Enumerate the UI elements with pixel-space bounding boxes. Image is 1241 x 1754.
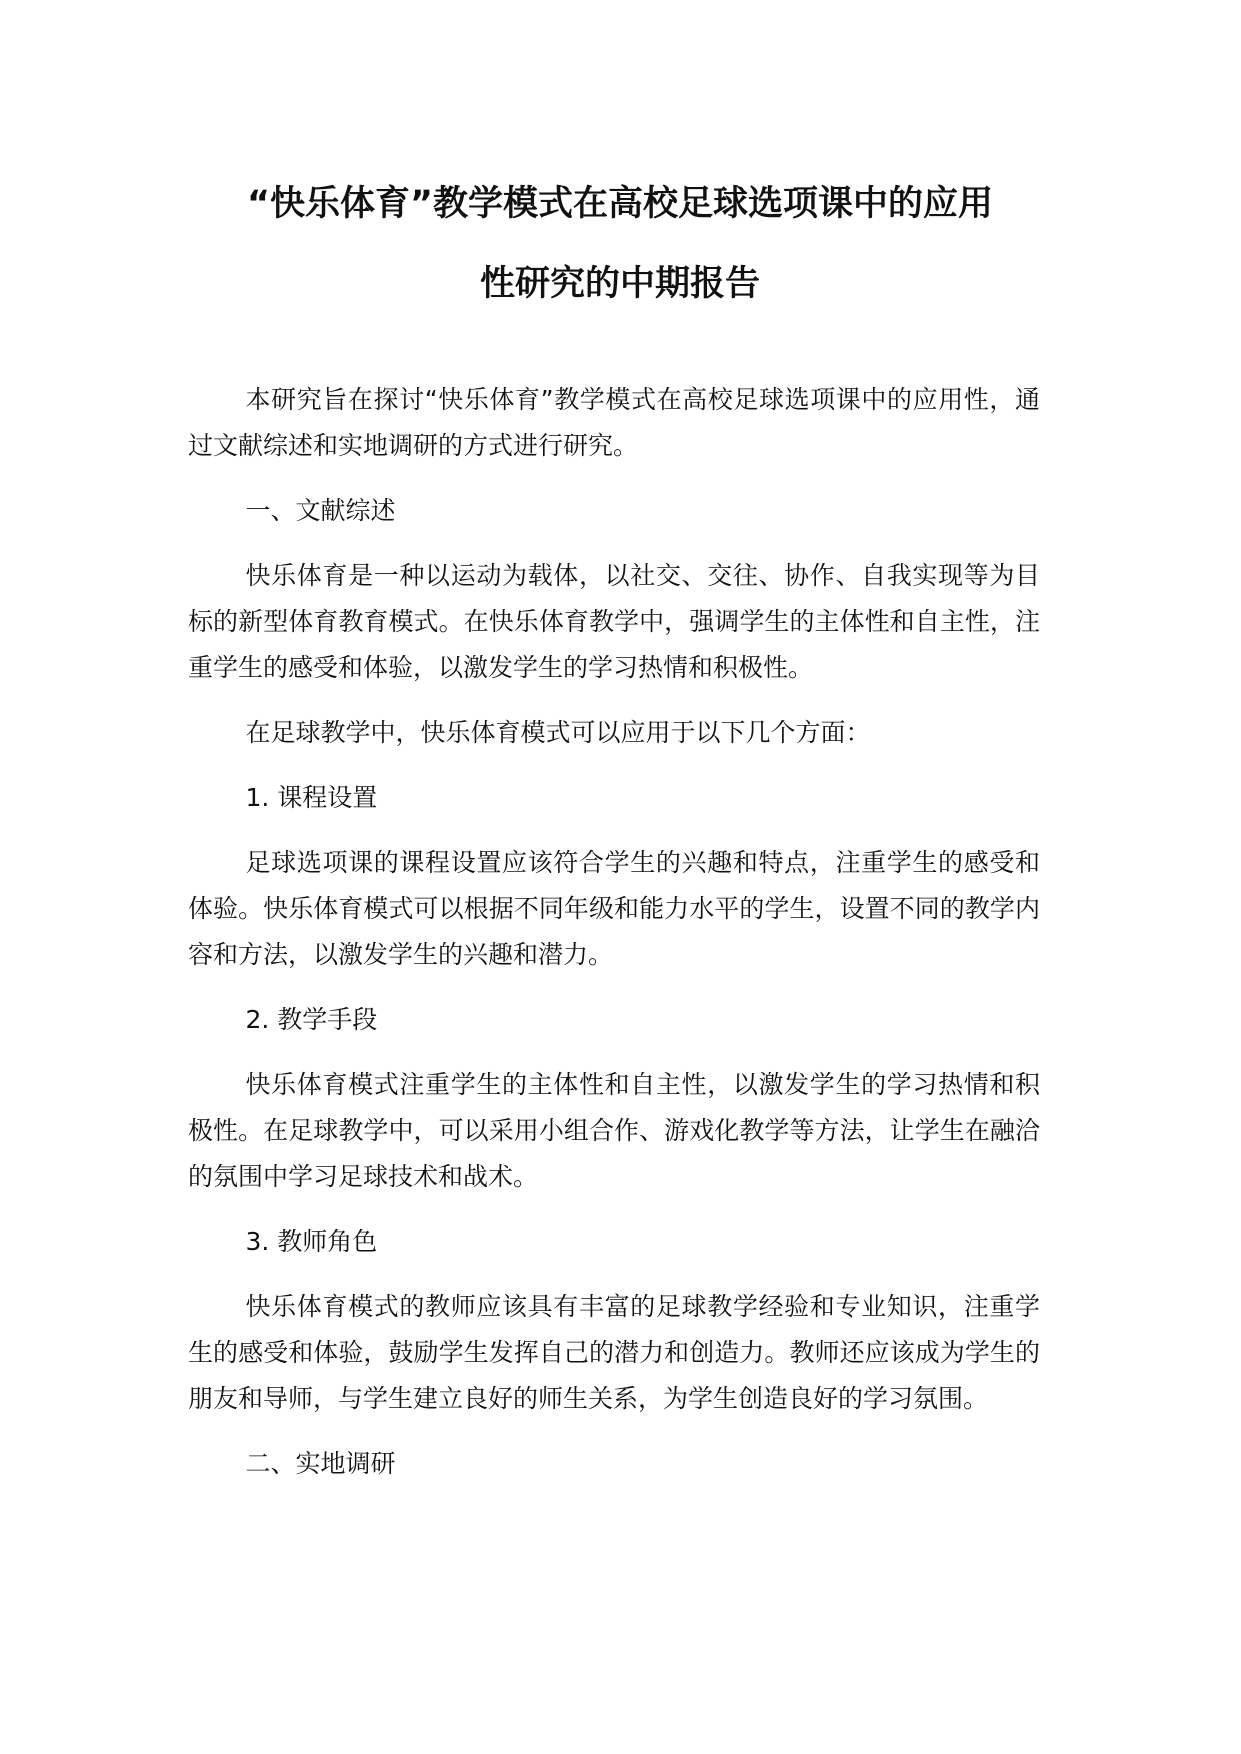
paragraph-application-aspects: 在足球教学中，快乐体育模式可以应用于以下几个方面： — [245, 718, 871, 747]
document-title-line-1: “快乐体育”教学模式在高校足球选项课中的应用 — [246, 184, 993, 224]
section-heading-field-research: 二、实地调研 — [245, 1449, 396, 1478]
document-body — [188, 377, 1040, 1487]
document-title-line-2: 性研究的中期报告 — [479, 264, 760, 304]
item-heading-teacher-role: 3. 教师角色 — [245, 1227, 378, 1256]
item-heading-teaching-methods: 2. 教学手段 — [245, 1005, 378, 1034]
paragraph-happy-pe-definition: 快乐体育是一种以运动为载体，以社交、交往、协作、自我实现等为目标的新型体育教育模式。在快乐体育教学中，强调学生的主体性和自主性，注重学生的感受和体验，以激发学生的学习热情和积极性。 — [188, 561, 1040, 682]
paragraph-teaching-methods: 快乐体育模式注重学生的主体性和自主性，以激发学生的学习热情和积极性。在足球教学中，可以采用小组合作、游戏化教学等方法，让学生在融洽的氛围中学习足球技术和战术。 — [188, 1070, 1040, 1191]
paragraph-course-setting: 足球选项课的课程设置应该符合学生的兴趣和特点，注重学生的感受和体验。快乐体育模式可以根据不同年级和能力水平的学生，设置不同的教学内容和方法，以激发学生的兴趣和潜力。 — [188, 848, 1040, 969]
section-heading-literature-review: 一、文献综述 — [245, 496, 396, 525]
intro-paragraph: 本研究旨在探讨“快乐体育”教学模式在高校足球选项课中的应用性，通过文献综述和实地调研的方式进行研究。 — [188, 385, 1040, 460]
paragraph-teacher-role: 快乐体育模式的教师应该具有丰富的足球教学经验和专业知识，注重学生的感受和体验，鼓励学生发挥自己的潜力和创造力。教师还应该成为学生的朋友和导师，与学生建立良好的师生关系，为学生创造良好的学习氛围。 — [188, 1292, 1040, 1413]
item-heading-course-setting: 1. 课程设置 — [245, 783, 378, 812]
